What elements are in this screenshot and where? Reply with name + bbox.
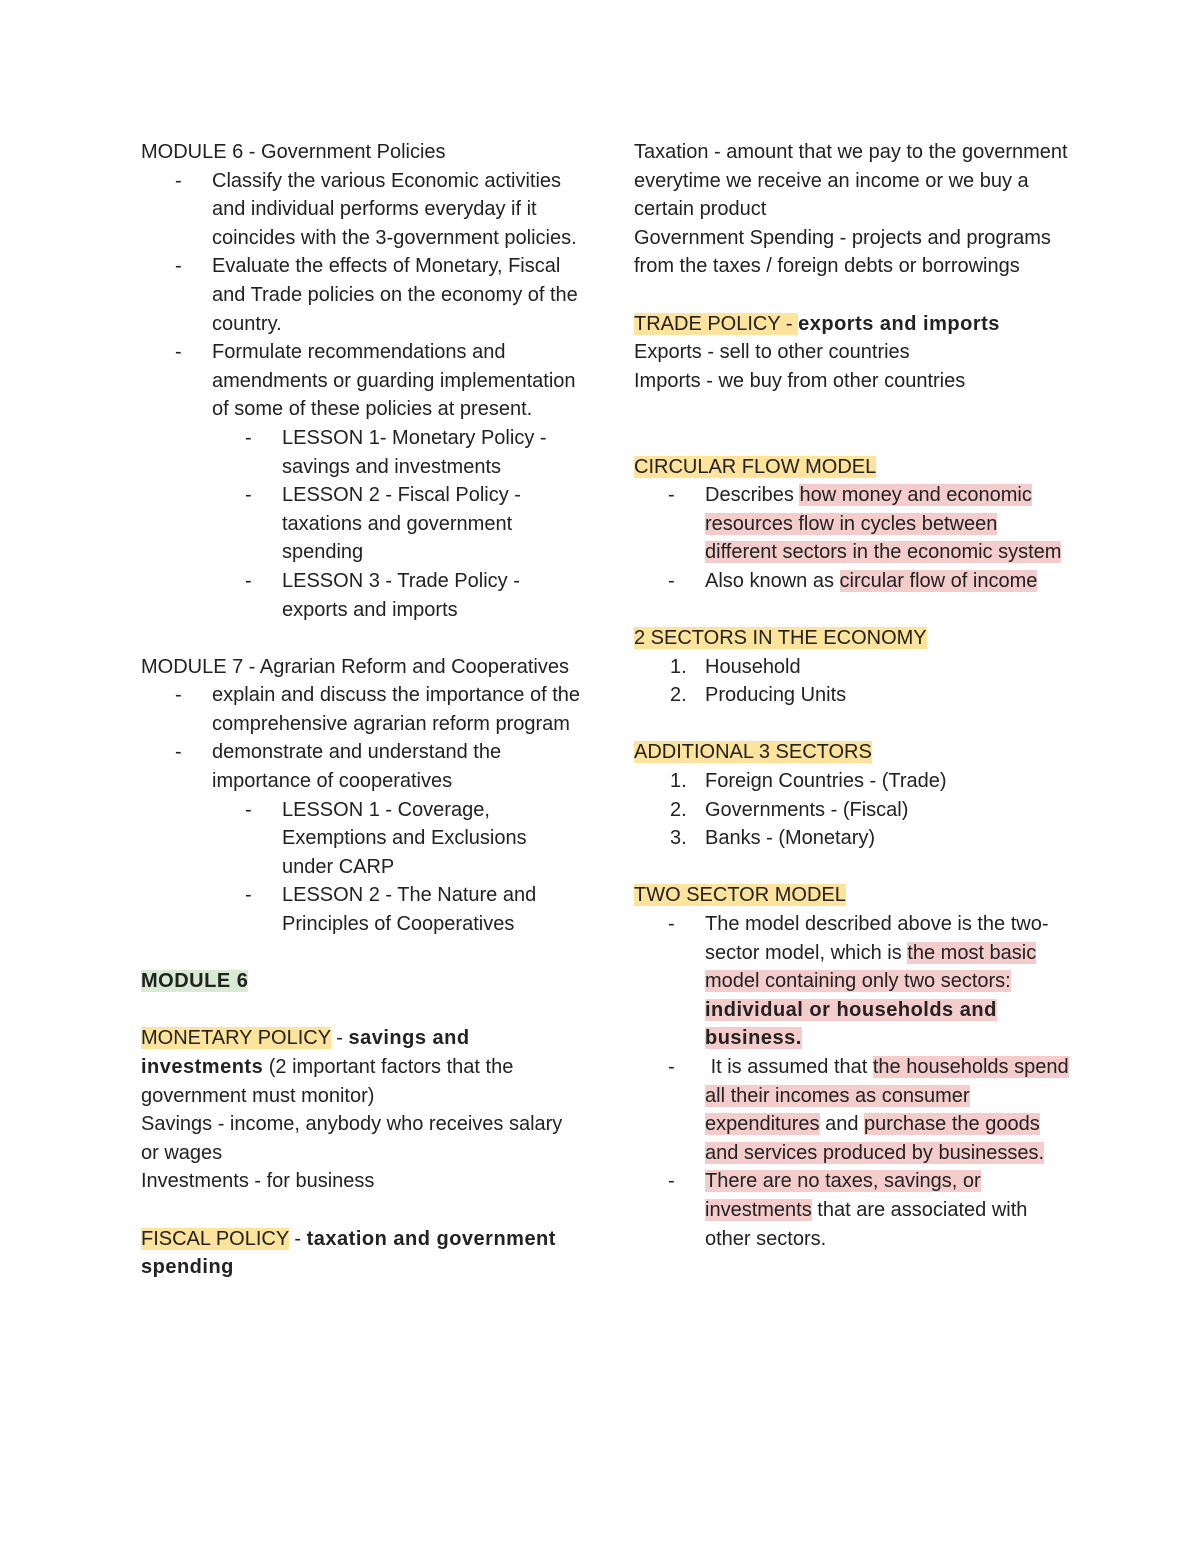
list-item: 3. Banks - (Monetary) <box>670 827 876 850</box>
monetary-policy-paragraph: MONETARY POLICY - savings and investments (2 important factors that the government must monitor) <box>141 1027 514 1107</box>
circular-flow-heading: CIRCULAR FLOW MODEL <box>634 455 877 478</box>
two-sectors-heading: 2 SECTORS IN THE ECONOMY <box>634 627 927 650</box>
list-item: - Describes how money and economic resources flow in cycles between different sectors in the economic system <box>634 481 1074 567</box>
fiscal-policy-bold: taxation and government spending <box>141 1227 556 1279</box>
list-item: - The model described above is the two-sector model, which is the most basic model containing only two sectors: individual or households and business. <box>634 910 1074 1053</box>
lesson-item: - LESSON 2 - Fiscal Policy - taxations and government spending <box>141 481 581 567</box>
list-item: - demonstrate and understand the importance of cooperatives <box>141 738 581 795</box>
list-item: - Evaluate the effects of Monetary, Fiscal and Trade policies on the economy of the country. <box>141 252 581 338</box>
list-item: 1. Foreign Countries - (Trade) <box>670 770 947 793</box>
spending-definition: Government Spending - projects and programs from the taxes / foreign debts or borrowings <box>634 226 1051 278</box>
right-column <box>634 138 1074 1253</box>
lesson-item: - LESSON 1 - Coverage, Exemptions and Exclusions under CARP <box>141 796 581 882</box>
taxation-definition: Taxation - amount that we pay to the government everytime we receive an income or we buy a certain product <box>634 141 1068 221</box>
module7-title: MODULE 7 - Agrarian Reform and Cooperatives <box>141 655 569 678</box>
fiscal-policy-label: FISCAL POLICY <box>141 1227 289 1250</box>
list-item: - Formulate recommendations and amendments or guarding implementation of some of these policies at present. <box>141 338 581 424</box>
investments-line: Investments - for business <box>141 1170 375 1193</box>
trade-policy-paragraph: TRADE POLICY - exports and imports <box>634 312 1000 335</box>
lesson-item: - LESSON 1- Monetary Policy - savings and investments <box>141 424 581 481</box>
list-item: 2. Governments - (Fiscal) <box>670 798 909 821</box>
imports-line: Imports - we buy from other countries <box>634 369 966 392</box>
trade-policy-bold: exports and imports <box>798 312 1000 335</box>
additional-sectors-heading: ADDITIONAL 3 SECTORS <box>634 741 872 764</box>
trade-policy-label: TRADE POLICY <box>634 312 781 335</box>
list-item: - Classify the various Economic activities and individual performs everyday if it coincides with the 3-government policies. <box>141 167 581 253</box>
list-item: 2. Producing Units <box>670 684 847 707</box>
list-item: - It is assumed that the households spend all their incomes as consumer expenditures and purchase the goods and services produced by businesses. <box>634 1053 1074 1167</box>
fiscal-policy-paragraph: FISCAL POLICY - taxation and government spending <box>141 1227 556 1279</box>
savings-line: Savings - income, anybody who receives salary or wages <box>141 1113 563 1164</box>
two-sector-model-heading: TWO SECTOR MODEL <box>634 884 846 907</box>
exports-line: Exports - sell to other countries <box>634 341 910 364</box>
monetary-policy-label: MONETARY POLICY <box>141 1027 331 1050</box>
list-item: - Also known as circular flow of income <box>634 567 1074 596</box>
monetary-policy-bold: savings and investments <box>141 1027 470 1078</box>
list-item: 1. Household <box>670 655 801 678</box>
lesson-item: - LESSON 3 - Trade Policy - exports and imports <box>141 567 581 624</box>
module6-title: MODULE 6 - Government Policies <box>141 141 446 163</box>
module6-heading: MODULE 6 <box>141 970 249 993</box>
lesson-item: - LESSON 2 - The Nature and Principles of Cooperatives <box>141 881 581 938</box>
list-item: - explain and discuss the importance of the comprehensive agrarian reform program <box>141 681 581 738</box>
left-column <box>141 138 581 1282</box>
list-item: - There are no taxes, savings, or investments that are associated with other sectors. <box>634 1167 1074 1253</box>
